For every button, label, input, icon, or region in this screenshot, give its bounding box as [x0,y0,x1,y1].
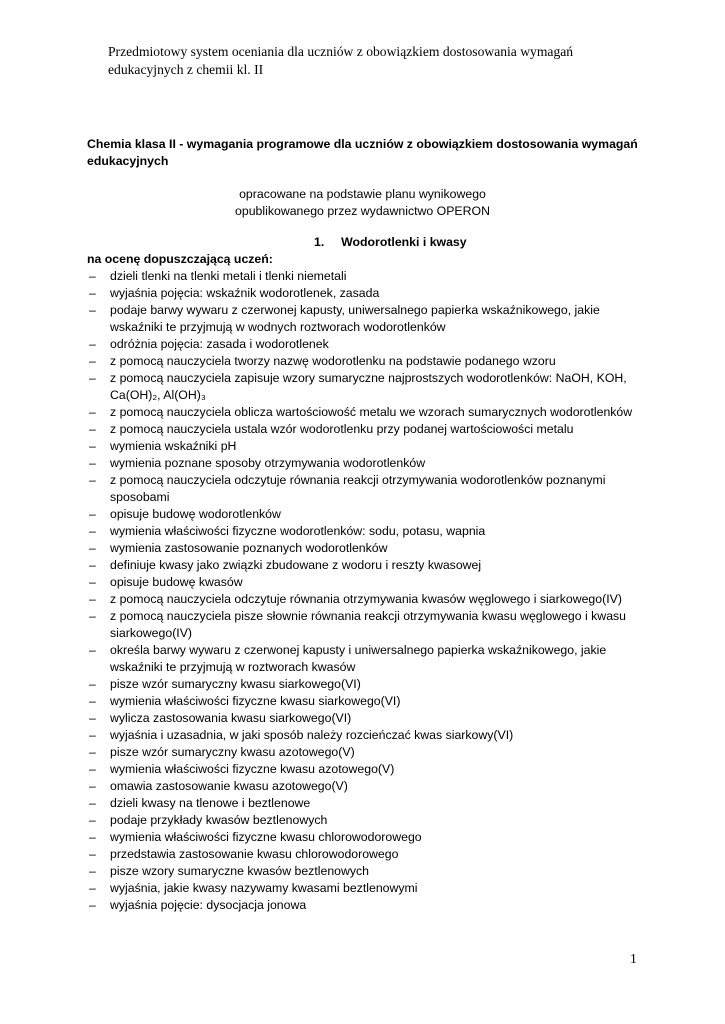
list-item-text: podaje barwy wywaru z czerwonej kapusty, uniwersalnego papierka wskaźnikowego, jakie wskaźniki te przyjmują w wodnych roztworach wodorotlenków [110,303,600,334]
list-item-text: omawia zastosowanie kwasu azotowego(V) [110,779,348,793]
list-bullet-dash: – [89,337,96,351]
list-item-text: wymienia zastosowanie poznanych wodorotlenków [110,541,388,555]
requirements-list [0,268,725,914]
list-item-text: z pomocą nauczyciela ustala wzór wodorotlenku przy podanej wartościowości metalu [110,422,574,436]
list-item-text: z pomocą nauczyciela oblicza wartościowość metalu we wzorach sumarycznych wodorotlenków [110,405,633,419]
list-item-text: definiuje kwasy jako związki zbudowane z wodoru i reszty kwasowej [110,558,482,572]
document-header-line-1: Przedmiotowy system oceniania dla uczniów z obowiązkiem dostosowania wymagań [108,44,574,59]
list-item [0,778,725,795]
list-item [0,557,725,574]
list-bullet-dash: – [89,762,96,776]
list-item [0,421,725,438]
list-item [0,285,725,302]
list-item [0,523,725,540]
list-bullet-dash: – [89,473,96,487]
section-number: 1. [314,235,325,249]
list-item [0,863,725,880]
list-item [0,506,725,523]
list-item-text: określa barwy wywaru z czerwonej kapusty i uniwersalnego papierka wskaźnikowego, jakie wskaźniki te przyjmują w roztworach kwasów [110,643,607,674]
list-bullet-dash: – [89,371,96,385]
document-header-line-2: edukacyjnych z chemii kl. II [108,62,264,77]
list-bullet-dash: – [89,575,96,589]
list-bullet-dash: – [89,422,96,436]
list-item-text: dzieli kwasy na tlenowe i beztlenowe [110,796,311,810]
list-item [0,540,725,557]
list-item-text: wyjaśnia pojęcie: dysocjacja jonowa [110,898,307,912]
document-title: Chemia klasa II - wymagania programowe dla uczniów z obowiązkiem dostosowania wymagań edukacyjnych [87,137,638,168]
list-item [0,472,725,506]
list-item-text: opisuje budowę wodorotlenków [110,507,281,521]
list-item [0,438,725,455]
list-item [0,761,725,778]
list-item [0,353,725,370]
list-bullet-dash: – [89,711,96,725]
list-bullet-dash: – [89,881,96,895]
list-item-text: wyjaśnia, jakie kwasy nazywamy kwasami beztlenowymi [110,881,418,895]
list-bullet-dash: – [89,456,96,470]
list-bullet-dash: – [89,507,96,521]
list-bullet-dash: – [89,558,96,572]
list-item-text: przedstawia zastosowanie kwasu chlorowodorowego [110,847,399,861]
list-item [0,846,725,863]
list-item [0,574,725,591]
list-item-text: pisze wzór sumaryczny kwasu siarkowego(VI) [110,677,361,691]
list-item-text: wymienia wskaźniki pH [110,439,237,453]
list-item-text: wyjaśnia pojęcia: wskaźnik wodorotlenek, zasada [110,286,380,300]
list-item-text: z pomocą nauczyciela tworzy nazwę wodorotlenku na podstawie podanego wzoru [110,354,556,368]
list-item-text: pisze wzór sumaryczny kwasu azotowego(V) [110,745,355,759]
list-item [0,336,725,353]
list-bullet-dash: – [89,847,96,861]
list-bullet-dash: – [89,813,96,827]
list-item-text: odróżnia pojęcia: zasada i wodorotlenek [110,337,329,351]
list-item-text: podaje przykłady kwasów beztlenowych [110,813,328,827]
list-bullet-dash: – [89,439,96,453]
list-item [0,591,725,608]
list-bullet-dash: – [89,524,96,538]
list-item [0,727,725,744]
subtitle-line-2: opublikowanego przez wydawnictwo OPERON [235,204,490,218]
list-item [0,880,725,897]
list-item-text: wymienia właściwości fizyczne kwasu siarkowego(VI) [110,694,401,708]
list-item [0,268,725,285]
list-item [0,676,725,693]
list-bullet-dash: – [89,864,96,878]
list-item [0,812,725,829]
list-bullet-dash: – [89,830,96,844]
list-item-text: z pomocą nauczyciela odczytuje równania reakcji otrzymywania wodorotlenków poznanymi sposobami [110,473,606,504]
list-bullet-dash: – [89,779,96,793]
list-bullet-dash: – [89,354,96,368]
list-item [0,693,725,710]
page-number: 1 [630,951,637,966]
list-item-text: z pomocą nauczyciela odczytuje równania otrzymywania kwasów węglowego i siarkowego(IV) [110,592,622,606]
list-bullet-dash: – [89,745,96,759]
list-item-text: z pomocą nauczyciela zapisuje wzory sumaryczne najprostszych wodorotlenków: NaOH, KOH, Ca(OH)₂, Al(OH)₃ [110,371,627,402]
list-bullet-dash: – [89,677,96,691]
list-item-text: wymienia właściwości fizyczne kwasu azotowego(V) [110,762,395,776]
list-bullet-dash: – [89,898,96,912]
list-bullet-dash: – [89,592,96,606]
list-bullet-dash: – [89,728,96,742]
list-item-text: wymienia właściwości fizyczne kwasu chlorowodorowego [110,830,422,844]
subtitle-line-1: opracowane na podstawie planu wynikowego [239,187,486,201]
list-bullet-dash: – [89,286,96,300]
list-bullet-dash: – [89,269,96,283]
list-item-text: wylicza zastosowania kwasu siarkowego(VI) [110,711,352,725]
list-bullet-dash: – [89,694,96,708]
section-title: Wodorotlenki i kwasy [341,235,467,249]
list-item-text: wymienia właściwości fizyczne wodorotlenków: sodu, potasu, wapnia [110,524,486,538]
list-item-text: wymienia poznane sposoby otrzymywania wodorotlenków [110,456,426,470]
list-bullet-dash: – [89,541,96,555]
list-item [0,744,725,761]
list-bullet-dash: – [89,405,96,419]
list-item [0,829,725,846]
grade-heading: na ocenę dopuszczającą uczeń: [87,252,273,266]
list-item [0,404,725,421]
list-item [0,608,725,642]
list-item [0,897,725,914]
list-item-text: wyjaśnia i uzasadnia, w jaki sposób należy rozcieńczać kwas siarkowy(VI) [110,728,514,742]
list-item [0,370,725,404]
list-item-text: z pomocą nauczyciela pisze słownie równania reakcji otrzymywania kwasu węglowego i kwasu siarkowego(IV) [110,609,627,640]
list-bullet-dash: – [89,609,96,623]
list-item-text: pisze wzory sumaryczne kwasów beztlenowych [110,864,370,878]
list-item [0,795,725,812]
list-bullet-dash: – [89,796,96,810]
list-item [0,455,725,472]
list-item [0,642,725,676]
list-bullet-dash: – [89,303,96,317]
section-heading [314,234,467,251]
list-item-text: opisuje budowę kwasów [110,575,243,589]
list-item [0,302,725,336]
list-bullet-dash: – [89,643,96,657]
list-item [0,710,725,727]
list-item-text: dzieli tlenki na tlenki metali i tlenki niemetali [110,269,347,283]
